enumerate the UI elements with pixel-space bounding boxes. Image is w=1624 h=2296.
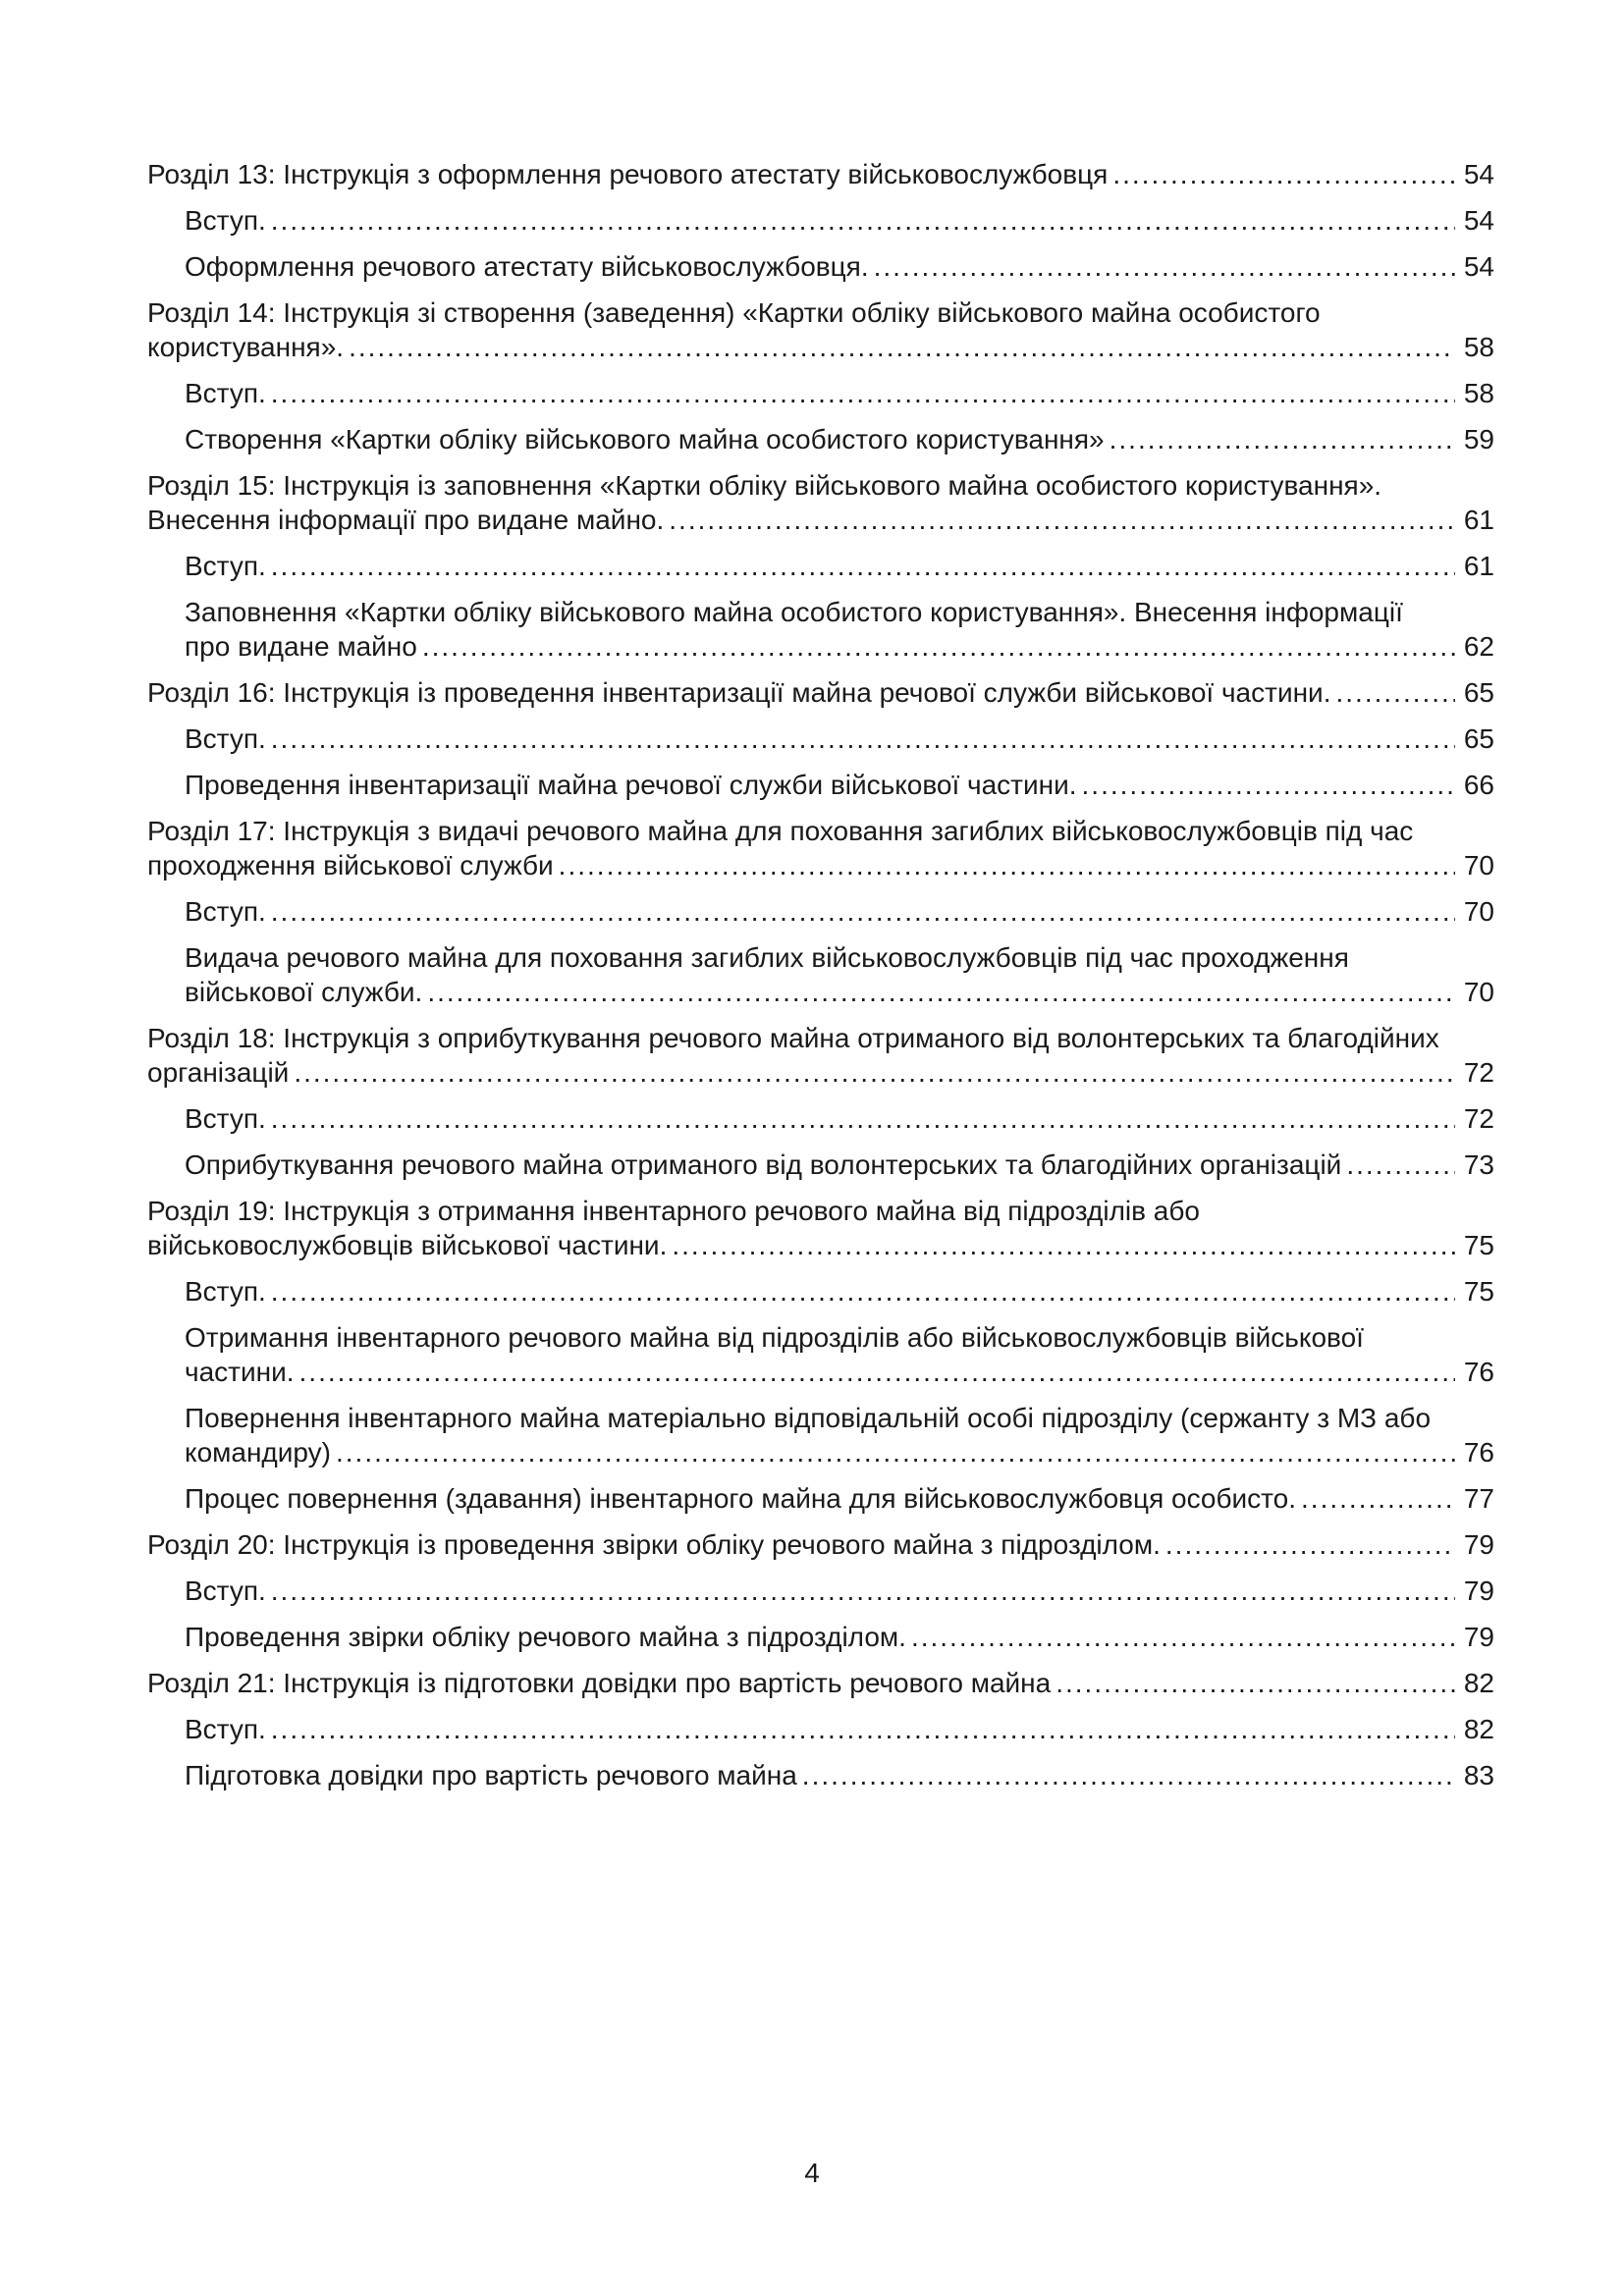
toc-entry-section — [147, 721, 1494, 756]
toc-entry-chapter — [147, 814, 1494, 882]
toc-entry-title: Вступ. ..... — [185, 1101, 1455, 1136]
toc-entry-section — [147, 1401, 1494, 1469]
toc-entry-section — [147, 1481, 1494, 1516]
toc-entry-title: Вступ. ..... — [185, 1712, 1455, 1746]
toc-entry-title: Вступ. ..... — [185, 376, 1455, 410]
toc-entry-page: 79 — [1463, 1529, 1494, 1560]
toc-entry-page: 70 — [1463, 850, 1494, 881]
toc-entry-page: 54 — [1463, 159, 1494, 189]
toc-entry-page: 66 — [1463, 770, 1494, 800]
toc-entry-section — [147, 595, 1494, 664]
toc-entry-section — [147, 249, 1494, 284]
toc-entry-section — [147, 1758, 1494, 1792]
toc-entry-title: Вступ. ..... — [185, 549, 1455, 583]
toc-entry-section — [147, 549, 1494, 583]
toc-entry-page: 76 — [1463, 1437, 1494, 1468]
toc-entry-title: Вступ. ..... — [185, 1274, 1455, 1308]
toc-entry-page: 73 — [1463, 1149, 1494, 1180]
toc-entry-title: Заповнення «Картки обліку військового майна особистого користування». Внесення інформації про видане майно ..... — [185, 595, 1455, 664]
toc-entry-page: 65 — [1463, 723, 1494, 754]
toc-entry-page: 72 — [1463, 1057, 1494, 1088]
toc-entry-chapter — [147, 1021, 1494, 1090]
toc-entry-section — [147, 1620, 1494, 1654]
toc-entry-title: Вступ. ..... — [185, 894, 1455, 929]
toc-entry-title: Створення «Картки обліку військового майна особистого користування» ..... — [185, 422, 1455, 456]
toc-entry-page: 70 — [1463, 977, 1494, 1007]
toc-entry-section — [147, 1148, 1494, 1182]
toc-entry-page: 61 — [1463, 551, 1494, 581]
toc-entry-title: Процес повернення (здавання) інвентарного майна для військовослужбовця особисто. ..... — [185, 1481, 1455, 1516]
toc-entry-section — [147, 422, 1494, 456]
toc-entry-page: 72 — [1463, 1103, 1494, 1134]
toc-entry-section — [147, 1320, 1494, 1389]
toc-entry-page: 82 — [1463, 1668, 1494, 1698]
toc-entry-section — [147, 1274, 1494, 1308]
toc-entry-page: 62 — [1463, 631, 1494, 662]
toc-entry-title: Оприбуткування речового майна отриманого від волонтерських та благодійних організацій ..... — [185, 1148, 1455, 1182]
toc-entry-section — [147, 894, 1494, 929]
toc-entry-title: Вступ. ..... — [185, 203, 1455, 238]
toc-entry-section — [147, 1712, 1494, 1746]
toc-entry-title: Розділ 19: Інструкція з отримання інвентарного речового майна від підрозділів або військовослужбовців військової частини. ..... — [147, 1194, 1455, 1262]
toc-entry-page: 61 — [1463, 505, 1494, 535]
toc-entry-section — [147, 376, 1494, 410]
toc-entry-page: 83 — [1463, 1760, 1494, 1790]
toc-entry-page: 79 — [1463, 1622, 1494, 1652]
toc-entry-title: Розділ 20: Інструкція із проведення звірки обліку речового майна з підрозділом. ..... — [147, 1527, 1455, 1562]
toc — [147, 157, 1494, 1804]
toc-entry-title: Отримання інвентарного речового майна від підрозділів або військовослужбовців військової частини. ..... — [185, 1320, 1455, 1389]
toc-entry-title: Проведення звірки обліку речового майна з підрозділом. ..... — [185, 1620, 1455, 1654]
toc-entry-page: 58 — [1463, 332, 1494, 362]
toc-entry-page: 58 — [1463, 378, 1494, 408]
toc-entry-page: 65 — [1463, 677, 1494, 708]
toc-entry-title: Вступ. ..... — [185, 721, 1455, 756]
toc-entry-page: 75 — [1463, 1230, 1494, 1260]
toc-entry-title: Розділ 17: Інструкція з видачі речового майна для поховання загиблих військовослужбовців під час проходження військової служби ..... — [147, 814, 1455, 882]
toc-entry-title: Розділ 15: Інструкція із заповнення «Картки обліку військового майна особистого користування». Внесення інформації про видане майно. ..... — [147, 468, 1455, 537]
toc-entry-page: 82 — [1463, 1714, 1494, 1744]
toc-entry-chapter — [147, 675, 1494, 710]
toc-entry-title: Вступ. ..... — [185, 1574, 1455, 1608]
toc-entry-chapter — [147, 1194, 1494, 1262]
toc-entry-title: Розділ 21: Інструкція із підготовки довідки про вартість речового майна ..... — [147, 1666, 1455, 1700]
toc-entry-chapter — [147, 1666, 1494, 1700]
toc-entry-title: Розділ 13: Інструкція з оформлення речового атестату військовослужбовця ..... — [147, 157, 1455, 191]
toc-entry-page: 75 — [1463, 1276, 1494, 1307]
toc-entry-title: Розділ 16: Інструкція із проведення інвентаризації майна речової служби військової частини. ..... — [147, 675, 1455, 710]
toc-entry-chapter — [147, 468, 1494, 537]
toc-entry-title: Видача речового майна для поховання загиблих військовослужбовців під час проходження військової служби. ..... — [185, 940, 1455, 1009]
toc-entry-title: Розділ 14: Інструкція зі створення (заведення) «Картки обліку військового майна особистого користування». ..... — [147, 295, 1455, 364]
toc-entry-page: 54 — [1463, 205, 1494, 236]
toc-entry-page: 70 — [1463, 896, 1494, 927]
toc-entry-title: Оформлення речового атестату військовослужбовця. ..... — [185, 249, 1455, 284]
toc-entry-section — [147, 940, 1494, 1009]
toc-entry-page: 59 — [1463, 424, 1494, 454]
toc-entry-section — [147, 1574, 1494, 1608]
toc-entry-title: Підготовка довідки про вартість речового майна ..... — [185, 1758, 1455, 1792]
toc-entry-page: 79 — [1463, 1575, 1494, 1606]
toc-entry-title: Повернення інвентарного майна матеріально відповідальній особі підрозділу (сержанту з МЗ або командиру) ..... — [185, 1401, 1455, 1469]
toc-entry-title: Розділ 18: Інструкція з оприбуткування речового майна отриманого від волонтерських та благодійних організацій ..... — [147, 1021, 1455, 1090]
toc-entry-page: 76 — [1463, 1357, 1494, 1387]
toc-entry-section — [147, 203, 1494, 238]
toc-entry-page: 54 — [1463, 251, 1494, 282]
toc-entry-section — [147, 768, 1494, 802]
toc-entry-chapter — [147, 157, 1494, 191]
toc-entry-section — [147, 1101, 1494, 1136]
toc-entry-page: 77 — [1463, 1483, 1494, 1514]
toc-entry-title: Проведення інвентаризації майна речової служби військової частини. ..... — [185, 768, 1455, 802]
toc-entry-chapter — [147, 1527, 1494, 1562]
page-number: 4 — [804, 2158, 820, 2188]
toc-entry-chapter — [147, 295, 1494, 364]
